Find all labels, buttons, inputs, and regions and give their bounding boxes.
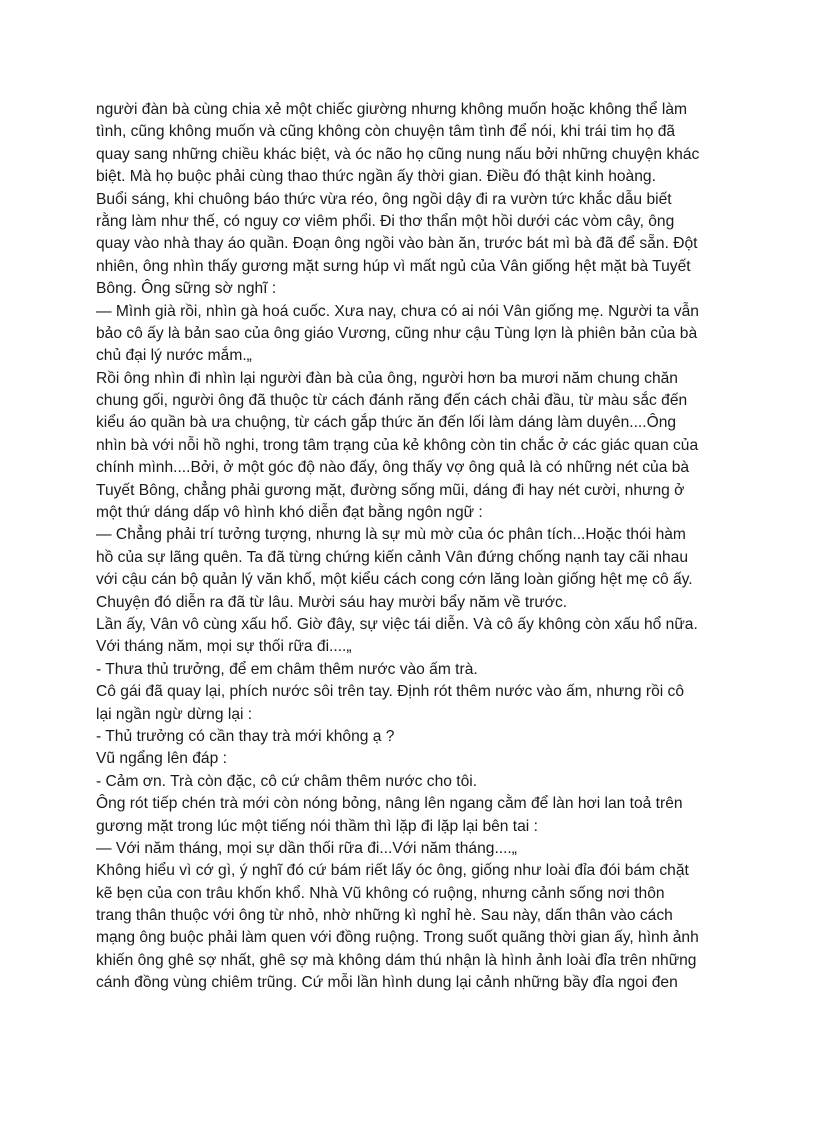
text-line: Với tháng năm, mọi sự thối rữa đi....„ — [96, 638, 352, 656]
text-line: gương mặt trong lúc một tiếng nói thầm thì lặp đi lặp lại bên tai : — [96, 817, 538, 835]
text-line: chủ đại lý nước mắm.„ — [96, 347, 252, 365]
text-line: Chuyện đó diễn ra đã từ lâu. Mười sáu hay mười bẩy năm về trước. — [96, 593, 568, 611]
text-line: nhiên, ông nhìn thấy gương mặt sưng húp vì mất ngủ của Vân giống hệt mặt bà Tuyết — [96, 257, 691, 275]
text-line: nhìn bà với nỗi hồ nghi, trong tâm trạng của kẻ không còn tin chắc ở các giác quan của — [96, 436, 699, 454]
text-line: tình, cũng không muốn và cũng không còn chuyện tâm tình để nói, khi trái tim họ đã — [96, 123, 676, 141]
text-line: biệt. Mà họ buộc phải cùng thao thức ngần ấy thời gian. Điều đó thật kinh hoàng. — [96, 168, 656, 186]
text-line: Lần ấy, Vân vô cùng xấu hổ. Giờ đây, sự việc tái diễn. Và cô ấy không còn xấu hổ nữa. — [96, 615, 698, 633]
text-line: — Chẳng phải trí tưởng tượng, nhưng là sự mù mờ của óc phân tích...Hoặc thói hàm — [96, 526, 686, 544]
text-line: Vũ ngẩng lên đáp : — [96, 750, 227, 768]
text-line: - Cảm ơn. Trà còn đặc, cô cứ châm thêm nước cho tôi. — [96, 772, 478, 790]
text-line: bảo cô ấy là bản sao của ông giáo Vương, cũng như cậu Tùng lợn là phiên bản của bà — [96, 324, 698, 342]
text-line: chung gối, người ông đã thuộc từ cách đánh răng đến cách chải đầu, từ màu sắc đến — [96, 392, 688, 410]
text-line: một thứ dáng dấp vô hình khó diễn đạt bằng ngôn ngữ : — [96, 504, 483, 522]
text-line: trang thân thuộc với ông từ nhỏ, nhờ những kì nghỉ hè. Sau này, dấn thân vào cách — [96, 907, 673, 925]
text-line: Không hiểu vì cớ gì, ý nghĩ đó cứ bám riết lấy óc ông, giống như loài đỉa đói bám chặt — [96, 862, 689, 880]
text-line: Cô gái đã quay lại, phích nước sôi trên tay. Định rót thêm nước vào ấm, nhưng rồi cô — [96, 683, 685, 701]
text-line: quay sang những chiều khác biệt, và óc não họ cũng nung nấu bởi những chuyện khác — [96, 145, 700, 163]
text-line: Bông. Ông sững sờ nghĩ : — [96, 280, 277, 298]
text-line: người đàn bà cùng chia xẻ một chiếc giường nhưng không muốn hoặc không thể làm — [96, 101, 687, 118]
text-line: kẽ bẹn của con trâu khốn khổ. Nhà Vũ không có ruộng, nhưng cảnh sống nơi thôn — [96, 884, 665, 902]
text-line: Ông rót tiếp chén trà mới còn nóng bỏng, nâng lên ngang cằm để làn hơi lan toả trên — [96, 795, 683, 813]
text-line: — Mình già rồi, nhìn gà hoá cuốc. Xưa nay, chưa có ai nói Vân giống mẹ. Người ta vẫn — [96, 302, 699, 320]
text-line: hồ của sự lãng quên. Ta đã từng chứng kiến cảnh Vân đứng chống nạnh tay cãi nhau — [96, 548, 689, 566]
text-line: chính mình....Bởi, ở một góc độ nào đấy, ông thấy vợ ông quả là có những nét của bà — [96, 459, 690, 477]
text-line: mạng ông buộc phải làm quen với đồng ruộng. Trong suốt quãng thời gian ấy, hình ảnh — [96, 929, 699, 947]
body-text — [96, 99, 736, 995]
text-line: Rồi ông nhìn đi nhìn lại người đàn bà của ông, người hơn ba mươi năm chung chăn — [96, 369, 678, 387]
text-line: quay vào nhà thay áo quần. Đoạn ông ngồi vào bàn ăn, trước bát mì bà đã để sẵn. Đột — [96, 235, 698, 253]
text-line: — Với năm tháng, mọi sự dần thối rữa đi...Với năm tháng....„ — [96, 839, 517, 857]
text-line: Tuyết Bông, chẳng phải gương mặt, đường sống mũi, dáng đi hay nét cười, nhưng ở — [96, 481, 685, 499]
text-line: khiến ông ghê sợ nhất, ghê sợ mà không dám thú nhận là hình ảnh loài đỉa trên những — [96, 951, 697, 969]
text-line: Buổi sáng, khi chuông báo thức vừa réo, ông ngồi dậy đi ra vườn tức khắc dẫu biết — [96, 190, 672, 208]
text-line: - Thủ trưởng có cần thay trà mới không ạ ? — [96, 727, 395, 745]
text-line: lại ngần ngừ dừng lại : — [96, 705, 253, 723]
text-line: kiểu áo quần bà ưa chuộng, từ cách gắp thức ăn đến lối làm dáng làm duyên....Ông — [96, 414, 677, 432]
text-line: - Thưa thủ trưởng, để em châm thêm nước vào ấm trà. — [96, 660, 478, 678]
text-line: cánh đồng vùng chiêm trũng. Cứ mỗi lần hình dung lại cảnh những bầy đỉa ngoi đen — [96, 974, 678, 992]
text-line: với cậu cán bộ quản lý văn khố, một kiểu cách cong cớn lăng loàn giống hệt mẹ cô ấy. — [96, 571, 693, 589]
text-line: rằng làm như thế, có nguy cơ viêm phổi. Đi thơ thẩn một hồi dưới các vòm cây, ông — [96, 212, 675, 230]
